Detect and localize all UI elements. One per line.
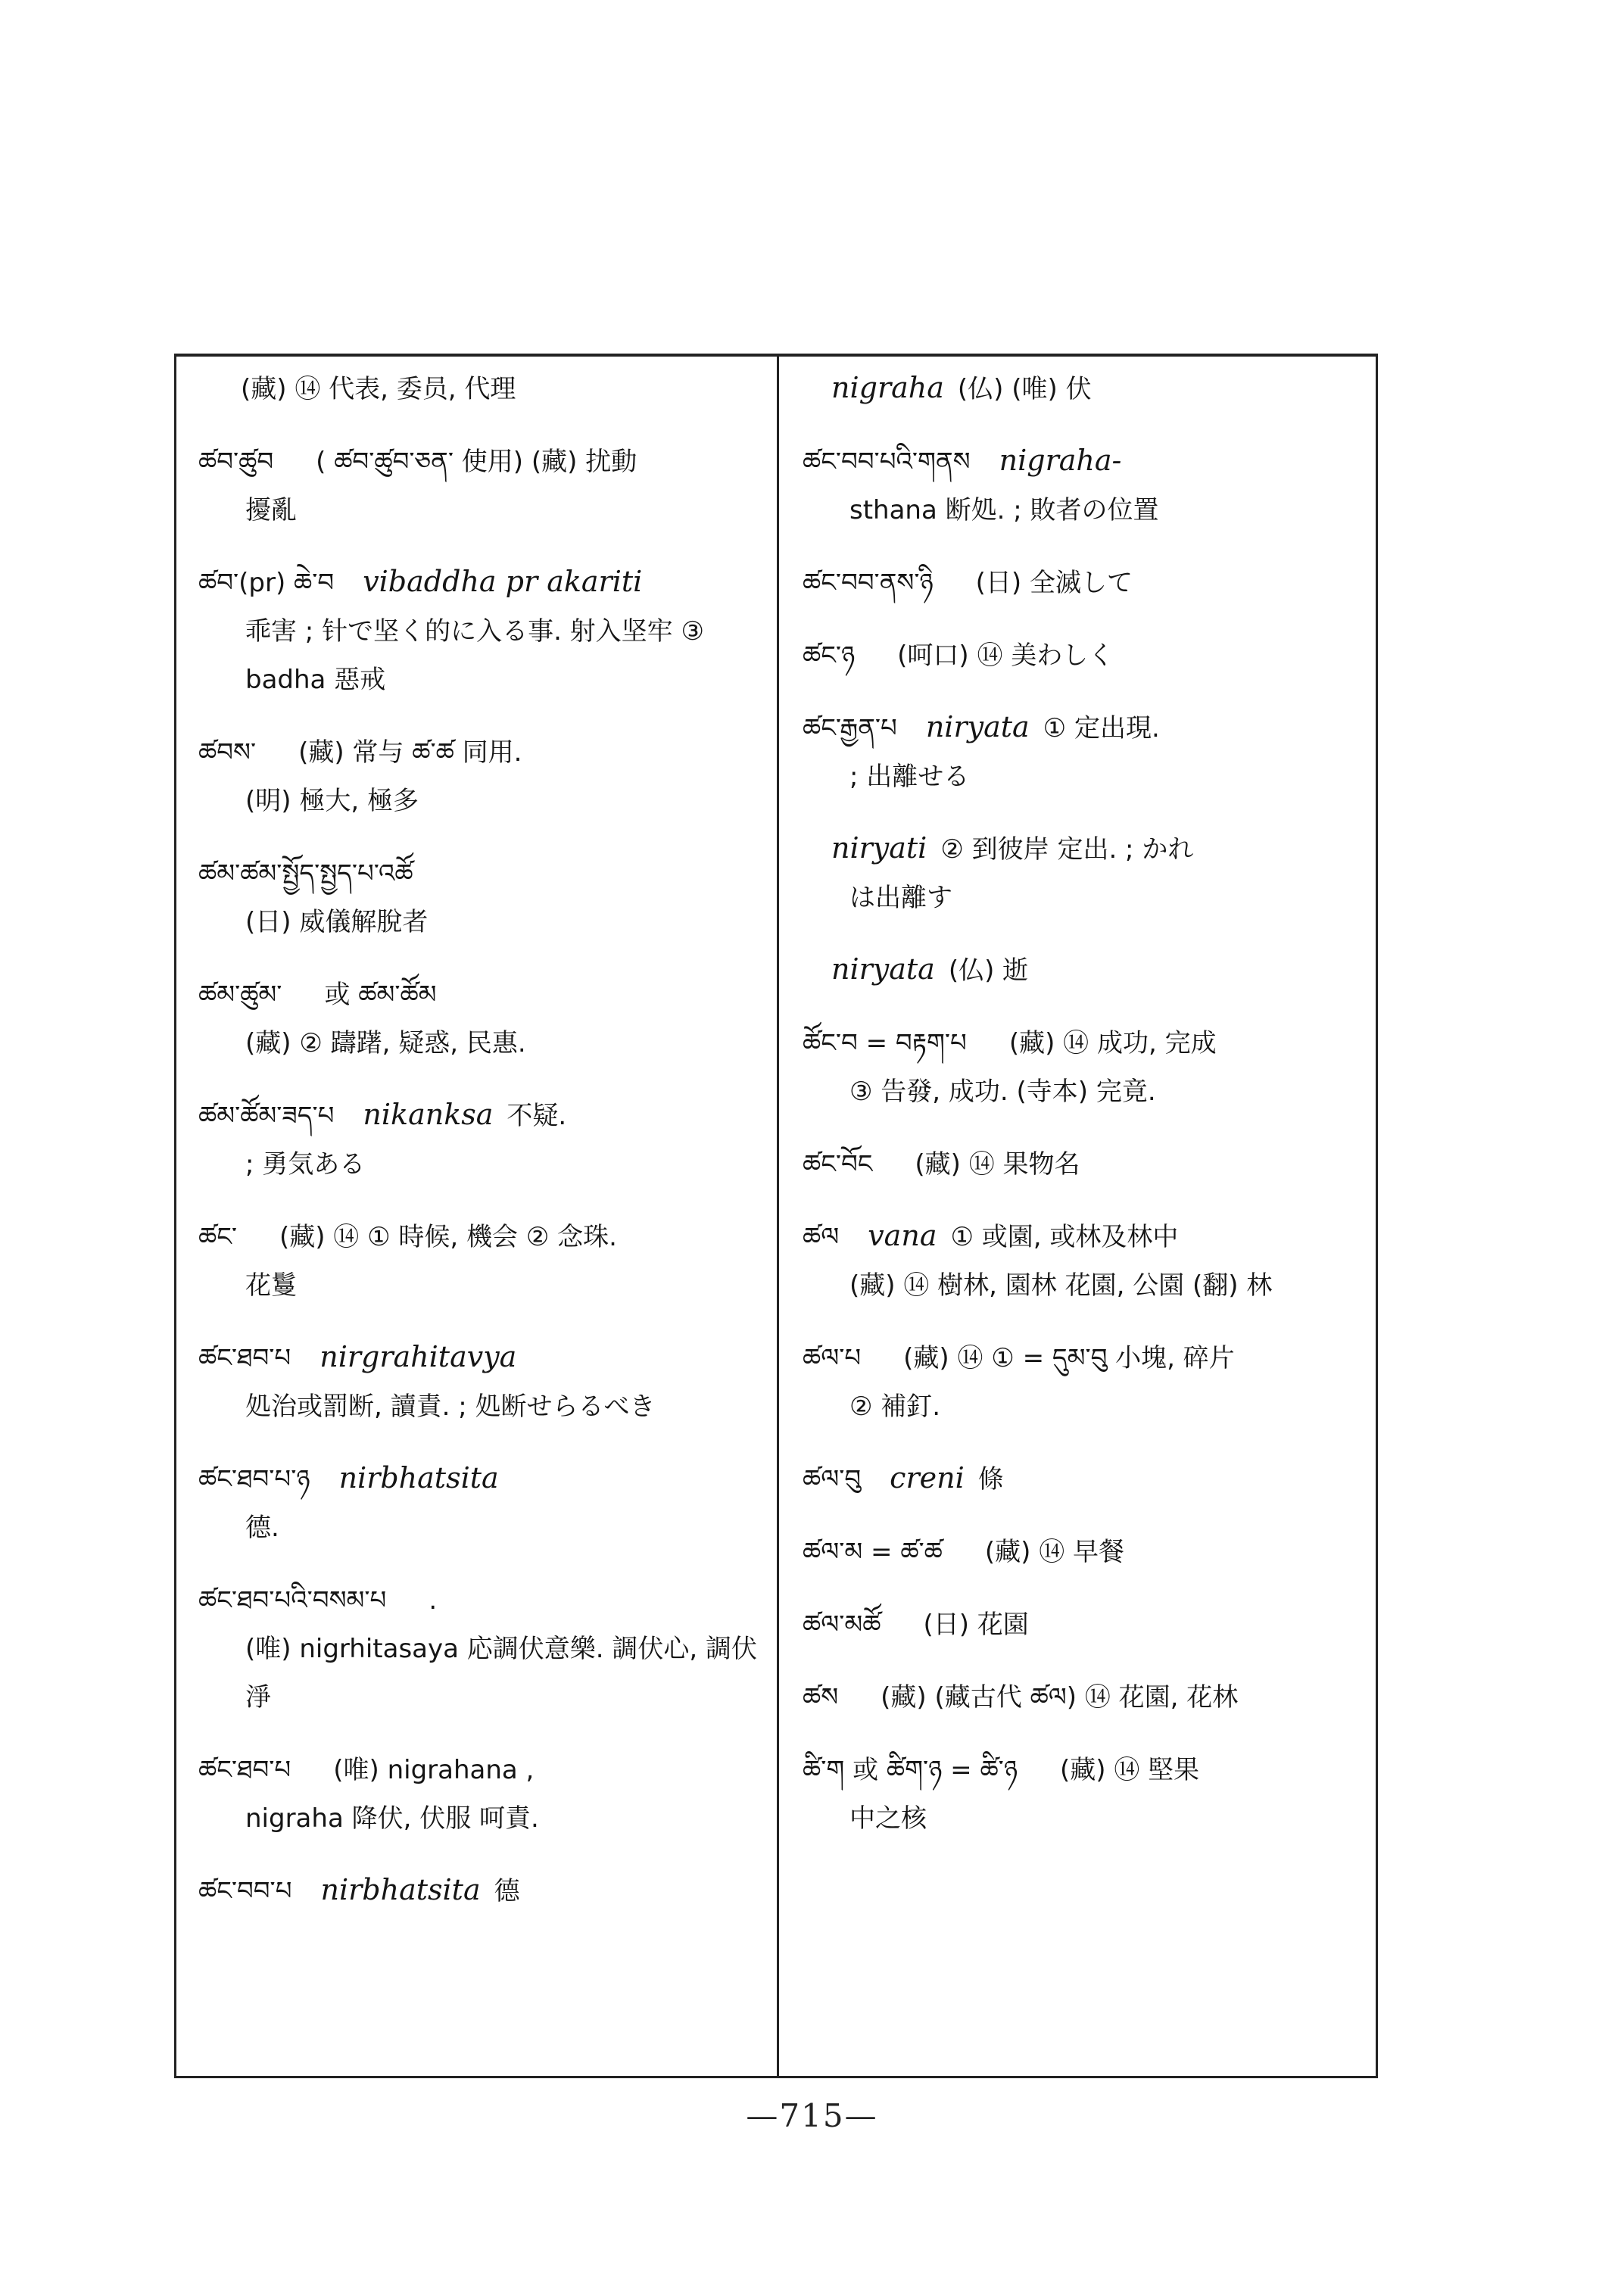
entry-gloss: 德 xyxy=(494,1876,520,1906)
dictionary-entry xyxy=(198,1865,765,1915)
entry-continuation: 処治或罰断, 讀責. ; 処断せらるべき xyxy=(245,1392,656,1422)
entry-continuation: ; 勇気ある xyxy=(245,1149,366,1180)
entry-continuation: 擾亂 xyxy=(245,495,297,525)
dictionary-entry xyxy=(198,1332,765,1431)
column-divider xyxy=(777,354,779,2078)
entry-headword: ཚམ་ཚམ་སྤྱོད་སྤྱད་པ་འཚོ xyxy=(198,859,413,889)
entry-headword: ཚང་བབ་པའི་གནས xyxy=(803,447,971,477)
entry-sanskrit: niryata xyxy=(831,952,935,986)
entry-continuation: (日) 威儀解脫者 xyxy=(245,907,429,937)
dictionary-entry xyxy=(198,848,765,946)
left-column xyxy=(198,363,765,2067)
dictionary-entry xyxy=(803,1744,1372,1843)
entry-continuation: 中之核 xyxy=(849,1803,927,1834)
entry-gloss: (藏) ⑭ 果物名 xyxy=(915,1149,1080,1180)
entry-headword: ཚལ་བུ xyxy=(803,1464,862,1495)
dictionary-entry xyxy=(198,363,765,413)
entry-headword: ཚང་ཐབ་པ xyxy=(198,1755,291,1785)
entry-sanskrit: nirbhatsita xyxy=(338,1461,499,1495)
entry-continuation: (藏) ② 躊躇, 疑惑, 民惠. xyxy=(245,1028,526,1058)
entry-headword: ཚལ་པ xyxy=(803,1343,862,1373)
entry-continuation: sthana 断処. ; 敗者の位置 xyxy=(849,495,1159,525)
entry-continuation: (明) 極大, 極多 xyxy=(245,786,419,816)
entry-headword: ཚང་ xyxy=(198,1222,237,1252)
entry-sanskrit: niryati xyxy=(831,831,927,865)
dictionary-entry xyxy=(803,363,1372,413)
entry-headword: ཚང་བབ་པ xyxy=(198,1876,292,1906)
entry-headword: ཚབ་ཚུབ xyxy=(198,447,274,477)
entry-continuation: 花鬘 xyxy=(245,1270,297,1301)
entry-gloss: (日) 全滅して xyxy=(975,568,1133,598)
dictionary-entry xyxy=(803,630,1372,680)
entry-headword: ཚལ xyxy=(803,1222,840,1252)
entry-gloss: (藏) ⑭ 代表, 委员, 代理 xyxy=(241,374,516,404)
dictionary-entry xyxy=(198,436,765,535)
entry-continuation: ; 出離せる xyxy=(849,762,970,792)
entry-headword: ཚང་བོང xyxy=(803,1149,873,1180)
dictionary-entry xyxy=(803,703,1372,801)
entry-headword: ཚོང་བ = བརྟག་པ xyxy=(803,1028,967,1058)
entry-gloss: ① 或園, 或林及林中 xyxy=(950,1222,1179,1252)
entry-sanskrit: creni xyxy=(890,1461,965,1495)
entry-headword: ཚམ་ཚུམ་ xyxy=(198,980,282,1010)
entry-headword: ཚབས་ xyxy=(198,737,257,768)
entry-gloss: ① 定出現. xyxy=(1043,713,1160,743)
entry-gloss: ② 到彼岸 定出. ; かれ xyxy=(940,834,1194,865)
dictionary-entry xyxy=(198,557,765,704)
dictionary-entry xyxy=(803,557,1372,607)
dictionary-entry xyxy=(198,1575,765,1722)
entry-sanskrit: niryata xyxy=(925,710,1030,743)
entry-continuation: (藏) ⑭ 樹林, 園林 花園, 公園 (翻) 林 xyxy=(849,1270,1273,1301)
entry-headword: ཚམ་ཚོམ་ཟད་པ xyxy=(198,1101,335,1131)
entry-continuation: 乖害 ; 针で坚く的に入る事. 射入坚牢 ③ badha 惡戒 xyxy=(245,616,704,695)
dictionary-entry xyxy=(803,1139,1372,1189)
entry-headword: ཚང་ཉ xyxy=(803,641,856,671)
entry-sanskrit: vana xyxy=(868,1219,937,1252)
entry-gloss: ( ཚབ་ཚུབ་ཅན་ 使用) (藏) 扰動 xyxy=(316,447,637,477)
dictionary-entry xyxy=(803,824,1372,922)
entry-gloss: (日) 花園 xyxy=(923,1610,1029,1640)
entry-headword: ཚང་ཐབ་པ xyxy=(198,1343,291,1373)
entry-sanskrit: nirgrahitavya xyxy=(320,1340,517,1373)
entry-continuation: nigraha 降伏, 伏服 呵責. xyxy=(245,1803,539,1834)
entry-sanskrit: nigraha- xyxy=(999,444,1122,477)
entry-gloss: . xyxy=(429,1585,438,1616)
entry-gloss: (藏) (藏古代 ཚལ) ⑭ 花園, 花林 xyxy=(881,1682,1239,1713)
dictionary-entry xyxy=(198,1090,765,1189)
entry-continuation: (唯) nigrhitasaya 応調伏意樂. 調伏心, 調伏淨 xyxy=(245,1634,757,1713)
dictionary-entry xyxy=(198,969,765,1068)
entry-gloss: (呵口) ⑭ 美わしく xyxy=(897,641,1114,671)
entry-continuation: は出離す xyxy=(849,883,952,913)
entry-sanskrit: nirbhatsita xyxy=(320,1873,481,1906)
dictionary-entry xyxy=(803,1599,1372,1649)
entry-sanskrit: nigraha xyxy=(831,371,944,404)
entry-gloss: (藏) 常与 ཚ་ཚ 同用. xyxy=(298,737,522,768)
entry-gloss: (藏) ⑭ ① 時候, 機会 ② 念珠. xyxy=(279,1222,617,1252)
entry-gloss: (唯) nigrahana , xyxy=(333,1755,535,1785)
entry-gloss: (仏) 逝 xyxy=(948,955,1029,986)
entry-headword: ཚི་ག 或 ཚིག་ཉ = ཚི་ཉ xyxy=(803,1755,1018,1785)
dictionary-entry xyxy=(803,1454,1372,1504)
dictionary-entry xyxy=(198,1744,765,1843)
dictionary-entry xyxy=(803,436,1372,535)
entry-sanskrit: nikanksa xyxy=(363,1098,494,1131)
entry-gloss: 不疑. xyxy=(507,1101,567,1131)
right-column xyxy=(803,363,1372,2067)
entry-headword: ཚང་ཐབ་པའི་བསམ་པ xyxy=(198,1585,387,1616)
entry-continuation: ② 補釘. xyxy=(849,1392,941,1422)
entry-gloss: (藏) ⑭ 早餐 xyxy=(984,1537,1125,1567)
entry-gloss: (仏) (唯) 伏 xyxy=(957,374,1092,404)
entry-headword: ཚས xyxy=(803,1682,839,1713)
page-number: —715— xyxy=(746,2097,878,2134)
entry-headword: ཚང་བབ་ནས་ཉི xyxy=(803,568,934,598)
entry-headword: ཚང་རྒྱན་པ xyxy=(803,713,897,743)
dictionary-entry xyxy=(803,1672,1372,1722)
dictionary-entry xyxy=(198,1454,765,1552)
entry-headword: ཚལ་མ = ཚ་ཚ xyxy=(803,1537,943,1567)
entry-gloss: 條 xyxy=(977,1464,1004,1495)
entry-headword: ཚལ་མཚོ xyxy=(803,1610,881,1640)
dictionary-entry xyxy=(803,1332,1372,1431)
entry-gloss: (藏) ⑭ 堅果 xyxy=(1060,1755,1200,1785)
dictionary-entry xyxy=(198,1211,765,1310)
dictionary-entry xyxy=(198,727,765,825)
entry-continuation: ③ 告發, 成功. (寺本) 完竟. xyxy=(849,1077,1156,1107)
dictionary-entry xyxy=(803,1211,1372,1310)
dictionary-entry xyxy=(803,945,1372,995)
entry-gloss: (藏) ⑭ 成功, 完成 xyxy=(1008,1028,1217,1058)
entry-gloss: 或 ཚམ་ཚོམ xyxy=(324,980,437,1010)
entry-sanskrit: vibaddha pr akariti xyxy=(363,565,643,598)
entry-continuation: 德. xyxy=(245,1513,279,1543)
dictionary-entry xyxy=(803,1018,1372,1116)
entry-headword: ཚབ་(pr) ཆེ་བ xyxy=(198,568,335,598)
dictionary-entry xyxy=(803,1526,1372,1576)
entry-headword: ཚང་ཐབ་པ་ཉ xyxy=(198,1464,310,1495)
entry-gloss: (藏) ⑭ ① = དུམ་བུ 小塊, 碎片 xyxy=(903,1343,1235,1373)
